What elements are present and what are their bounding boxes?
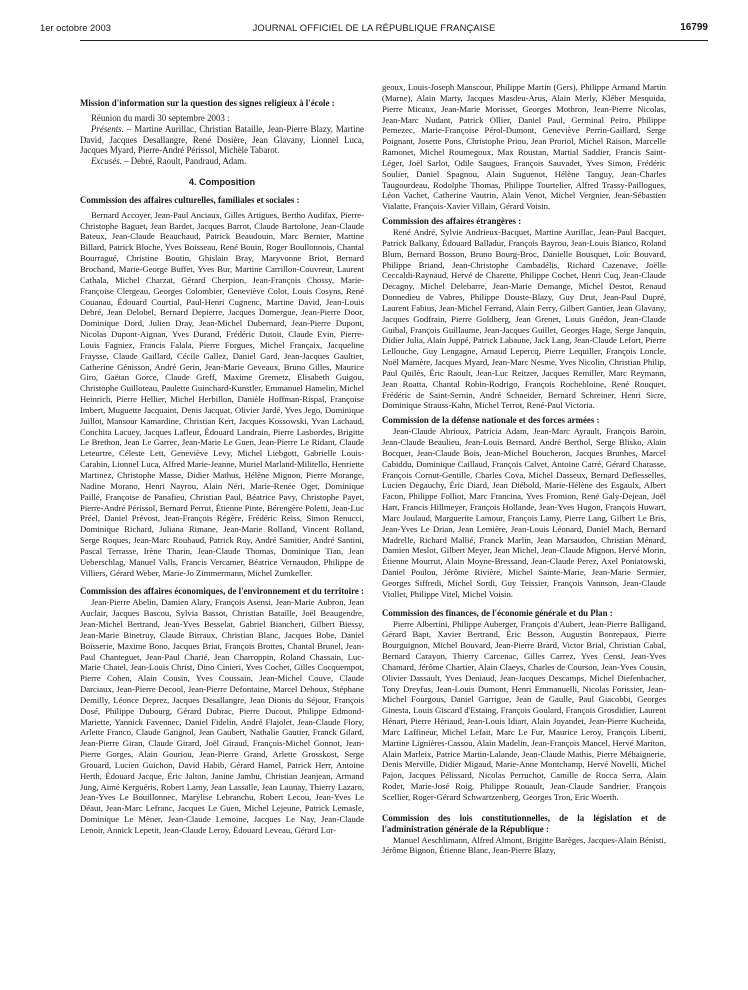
present-names: – Martine Aurillac, Christian Bataille, Jean-Pierre Blazy, Martine David, Jacques Desallangre, René Dosière, Jean Glavany, Lionnel Luca, Jacques Myard, Pierre-André Périssol, Michèle Tabarot.	[80, 123, 364, 156]
commission-members-continued: geoux, Louis-Joseph Manscour, Philippe Martin (Gers), Philippe Armand Martin (Marne), Alain Marty, Jacques Masdeu-Arus, Alain Merly, Kléber Mesquida, Pierre Micaux, Jean-Marie Morisset, Georges Mothron, Jean-Pierre Nicolas, Jean-Marc Nudant, Patrick Ollier, Daniel Paul, Germinal Peiro, Philippe Pemezec, Marie-Françoise Pérol-Dumont, Geneviève Perrin-Gaillard, Serge Poignant, Josette Pons, Christophe Priou, Jean Proriol, Michel Raison, Marcelle Ramonet, Michel Roumegoux, Max Roustan, Martial Saddier, Francis Saint-Léger, Joël Sarlot, Odile Saugues, François Sauvadet, Yves Simon, Frédéric Soulier, Daniel Spagnou, Alain Suguenot, Hélène Tanguy, Jean-Charles Taugourdeau, Rodolphe Thomas, Philippe Tourtelier, Alfred Trassy-Paillogues, Léon Vachet, Catherine Vautrin, Alain Venot, Michel Vergnier, Jean-Sébastien Vialatte, François-Xavier Villain, Gérard Voisin.	[382, 82, 666, 212]
right-column	[382, 82, 666, 856]
commission-title: Commission des affaires économiques, de l'environnement et du territoire :	[80, 586, 364, 597]
excused-label: Excusés.	[91, 156, 122, 167]
journal-title: JOURNAL OFFICIEL DE LA RÉPUBLIQUE FRANÇAISE	[252, 22, 496, 33]
page-number: 16799	[680, 22, 708, 33]
page-header	[40, 20, 708, 36]
header-rule	[80, 40, 708, 41]
commission-members: Manuel Aeschlimann, Alfred Almont, Brigitte Barèges, Jacques-Alain Bénisti, Jérôme Bignon, Étienne Blanc, Jean-Pierre Blazy,	[382, 834, 666, 856]
commission-title: Commission de la défense nationale et des forces armées :	[382, 415, 600, 426]
section-heading: 4. Composition	[188, 177, 256, 188]
commission-members: Bernard Accoyer, Jean-Paul Anciaux, Gilles Artigues, Bertho Audifax, Pierre-Christophe Baguet, Jean Bardet, Jacques Barrot, Claude Bartolone, Jean-Claude Bateux, Jean-Claude Beauchaud, Patrick Beaudouin, Marc Bernier, Martine Billard, Patrick Bloche, Yves Boisseau, René Bouin, Roger Boullonnois, Chantal Bourragué, Christine Boutin, Ghislain Bray, Maryvonne Briot, Bernard Brochand, Marie-George Buffet, Yves Bur, Martine Carrillon-Couvreur, Laurent Cathala, Michel Charzat, Gérard Cherpion, Jean-François Chossy, Marie-Françoise Clergeau, Georges Colombier, Geneviève Colot, Louis Cosyns, René Couanau, Édouard Courtial, Paul-Henri Cugnenc, Martine David, Jean-Louis Debré, Jean Delobel, Bernard Depierre, Jacques Domergue, Jean-Pierre Door, Dominique Dord, Julien Dray, Jean-Michel Dubernard, Jean-Pierre Dupont, Nicolas Dupont-Aignan, Yves Durand, Frédéric Dutoit, Claude Evin, Pierre-Louis Fagniez, Francis Falala, Pierre Forgues, Michel Françaix, Jacqueline Fraysse, Claude Gaillard, Cécile Gallez, Daniel Gard, Jean-Jacques Gaultier, Catherine Génisson, André Gerin, Jean-Marie Geveaux, Bruno Gilles, Maurice Giro, Gaëtan Gorce, Claude Greff, Maxime Gremetz, Elisabeth Guigou, Christophe Guilloteau, Paulette Guinchard-Kunstler, Emmanuel Hamelin, Michel Heinrich, Pierre Hellier, Michel Herbillon, Danièle Hoffman-Rispal, Françoise Imbert, Muguette Jacquaint, Denis Jacquat, Olivier Jardé, Yves Jego, Dominique Juillot, Mansour Kamardine, Christian Kert, Jacques Kossowski, Yvan Lachaud, Conchita Lacuey, Jacques Lafleur, Édouard Landrain, Pierre Lasbordes, Brigitte Le Brethon, Jean Le Garrec, Jean-Marie Le Guen, Jean-Pierre Le Ridant, Claude Leteurtre, Céleste Lett, Geneviève Levy, Michel Liebgott, Gabrielle Louis-Carabin, Lionnel Luca, Alfred Marie-Jeanne, Muriel Marland-Militello, Henriette Martinez, Christophe Masse, Didier Mathus, Hélène Mignon, Pierre Morange, Nadine Morano, Henri Nayrou, Alain Néri, Marie-Renée Oget, Dominique Paillé, Françoise de Panafieu, Christian Paul, Béatrice Pavy, Christophe Payet, Pierre-André Périssol, Bernard Perrut, Étienne Pinte, Bérengère Poletti, Jean-Luc Préel, Daniel Prévost, Jean-François Régère, Frédéric Reiss, Simon Renucci, Dominique Richard, Juliana Rimane, Jean-Marie Rolland, Vincent Rolland, Serge Roques, Jean-Marc Roubaud, Patrick Roy, André Samitier, André Santini, Pascal Terrasse, Irène Tharin, Jean-Claude Thomas, Dominique Tian, Jean Ueberschlag, Manuel Valls, Francis Vercamer, Béatrice Vernaudon, Philippe de Villiers, Gérard Weber, Marie-Jo Zimmermann, Michel Zumkeller.	[80, 209, 364, 578]
commission-title: Commission des affaires étrangères :	[382, 216, 522, 227]
excused-list	[80, 156, 364, 167]
excused-names: – Debré, Raoult, Pandraud, Adam.	[121, 156, 247, 167]
commission-members: René André, Sylvie Andrieux-Bacquet, Martine Aurillac, Jean-Paul Bacquet, Patrick Balkany, Édouard Balladur, François Bayrou, Jean-Louis Bianco, Roland Blum, Bernard Bosson, Bruno Bourg-Broc, Danielle Bousquet, Loïc Bouvard, Philippe Briand, Jean-Christophe Cambadélis, Richard Cazenave, Joëlle Ceccaldi-Raynaud, Hervé de Charette, Philippe Cochet, Henri Cuq, Jean-Claude Decagny, Michel Delebarre, Jean-Marie Demange, Michel Destot, Renaud Donnedieu de Vabres, Philippe Douste-Blazy, Guy Drut, Jean-Paul Dupré, Laurent Fabius, Jean-Michel Ferrand, Alain Ferry, Gilbert Gantier, Jean Glavany, Jacques Godfrain, Pierre Goldberg, Jean Grenet, Louis Guédon, Jean-Claude Guibal, François Guillaume, Jean-Jacques Guillet, Georges Hage, Serge Janquin, Didier Julia, Alain Juppé, Patrick Labaune, Jack Lang, Jean-Claude Lefort, Pierre Lellouche, Guy Lengagne, Arnaud Lepercq, Pierre Lequiller, François Loncle, Noël Mamère, Jacques Myard, Jean-Marc Nesme, Yves Nicolin, Christian Philip, Paul Quilès, Éric Raoult, Jean-Luc Reitzer, Jacques Remiller, Marc Reymann, Jean Roatta, Chantal Robin-Rodrigo, François Rochebloine, René Rouquet, Frédéric de Saint-Sernin, André Schneider, Bernard Schreiner, Henri Sicre, Dominique Strauss-Kahn, Michel Terrot, René-Paul Victoria.	[382, 226, 666, 411]
commission-title: Commission des finances, de l'économie générale et du Plan :	[382, 607, 613, 618]
commission-title: Commission des affaires culturelles, familiales et sociales :	[80, 194, 300, 205]
left-column	[80, 98, 364, 836]
commission-members: Jean-Claude Abrioux, Patricia Adam, Jean-Marc Ayrault, François Baroin, Jean-Claude Beaulieu, Jean-Louis Bernard, André Berthol, Serge Blisko, Alain Bocquet, Jean-Claude Bois, Jean-Michel Boucheron, Jacques Brunhes, Marcel Cabiddu, Dominique Caillaud, François Calvet, Antoine Carré, Gérard Charasse, François Cornut-Gentille, Charles Cova, Michel Dasseux, Bernard Deflesselles, Lucien Degauchy, Éric Diard, Jean Diébold, Marie-Hélène des Esgaulx, Albert Facon, Philippe Folliot, Marc Francina, Yves Fromion, René Galy-Dejean, Joël Hart, Francis Hillmeyer, François Hollande, Jean-Yves Hugon, François Huwart, Marc Joulaud, Marguerite Lamour, François Lamy, Pierre Lang, Gilbert Le Bris, Jean-Yves Le Drian, Jean Lemière, Jean-Louis Léonard, Daniel Mach, Bernard Madrelle, Richard Mallié, Franck Marlin, Jean Marsaudon, Christian Ménard, Damien Meslot, Gilbert Meyer, Jean Michel, Jean-Claude Mignon, Hervé Morin, Étienne Mourrut, Alain Moyne-Bressand, Jean-Claude Perez, Axel Poniatowski, Daniel Poulou, Jérôme Rivière, Michel Sainte-Marie, Jean-Marie Sermier, Georges Siffredi, Michel Sordi, Guy Teissier, François Vannson, Jean-Claude Viollet, Philippe Vitel, Michel Voisin.	[382, 426, 666, 599]
mission-title: Mission d'information sur la question des signes religieux à l'école :	[80, 98, 335, 108]
meeting-date: Réunion du mardi 30 septembre 2003 :	[91, 112, 230, 123]
commission-members: Pierre Albertini, Philippe Auberger, François d'Aubert, Jean-Pierre Balligand, Gérard Bapt, Xavier Bertrand, Éric Besson, Augustin Bonrepaux, Pierre Bourguignon, Michel Bouvard, Jean-Pierre Brard, Victor Brial, Christian Cabal, Bernard Carayon, Thierry Carcenac, Gilles Carrez, Yves Censi, Jean-Yves Chamard, Jérôme Chartier, Alain Claeys, Charles de Courson, Jean-Yves Cousin, Olivier Dassault, Yves Deniaud, Jean-Jacques Descamps, Michel Diefenbacher, Tony Dreyfus, Jean-Louis Dumont, Henri Emmanuelli, Nicolas Forissier, Jean-Michel Fourgous, Daniel Garrigue, Jean de Gaulle, Paul Giacobbi, Georges Ginesta, Louis Giscard d'Estaing, François Goulard, François Grosdidier, Laurent Hénart, Pierre Hériaud, Jean-Louis Idiart, Alain Joyandet, Jean-Pierre Kucheida, Marc Laffineur, Michel Lefait, Marc Le Fur, Maurice Leroy, François Liberti, Martine Lignières-Cassou, Alain Madelin, Jean-François Mancel, Hervé Mariton, Alain Marleix, Patrice Martin-Lalande, Jean-Claude Mathis, Pierre Méhaignerie, Denis Merville, Didier Migaud, Marie-Anne Montchamp, Hervé Novelli, Michel Pajon, Jacques Pélissard, Nicolas Perruchot, Camille de Rocca Serra, Alain Rodet, Marie-José Roig, Philippe Rouault, Jean-Claude Sandrier, François Scellier, Roger-Gérard Schwartzenberg, Georges Tron, Eric Woerth.	[382, 618, 666, 802]
present-list	[80, 124, 364, 157]
commission-members: Jean-Pierre Abelin, Damien Alary, François Asensi, Jean-Marie Aubron, Jean Auclair, Jacques Bascou, Sylvia Bassot, Christian Bataille, Joël Beaugendre, Jean-Michel Bertrand, Jean-Yves Besselat, Gabriel Biancheri, Gilbert Biessy, Jean-Marie Binetruy, Claude Birraux, Christian Blanc, Jacques Bobe, Daniel Boisserie, Maxime Bono, Jacques Briat, François Brottes, Chantal Brunel, Jean-Paul Chanteguet, Jean-Paul Charié, Jean Charroppin, Roland Chassain, Luc-Marie Chatel, Jean-Louis Christ, Dino Cinieri, Yves Cochet, Gilles Cocquempot, Pierre Cohen, Alain Cousin, Yves Coussain, Jean-Michel Couve, Claude Darciaux, Jean-Pierre Decool, Jean-Pierre Defontaine, Marcel Dehoux, Stéphane Demilly, Léonce Deprez, Jacques Desallangre, Jean Dionis du Séjour, François Dosé, Philippe Dubourg, Gérard Dubrac, Pierre Ducout, Philippe Edmond-Mariette, Yannick Favennec, Daniel Fidelin, André Flajolet, Jean-Claude Flory, Arlette Franco, Claude Gatignol, Jean Gaubert, Nathalie Gautier, Franck Gilard, Jean-Pierre Giran, Claude Girard, Joël Giraud, François-Michel Gonnot, Jean-Pierre Gorges, Alain Gouriou, Jean-Pierre Grand, Arlette Grosskost, Serge Grouard, Lucien Guichon, David Habib, Gérard Hamel, Patrick Herr, Antoine Herth, Édouard Jacque, Éric Jalton, Janine Jambu, Christian Jeanjean, Armand Jung, Aimé Kerguéris, Robert Lamy, Jean Lassalle, Jean Launay, Thierry Lazaro, Jean-Yves Le Bouillonnec, Marylise Lebranchu, Robert Lecou, Jean-Yves Le Déaut, Jean-Marc Lefranc, Jacques Le Guen, Michel Lejeune, Patrick Lemasle, Dominique Le Mèner, Jean-Claude Lemoine, Jacques Le Nay, Jean-Claude Lenoir, Annick Lepetit, Jean-Claude Leroy, Édouard Leveau, Gérard Lor-	[80, 597, 364, 835]
issue-date: 1er octobre 2003	[40, 22, 111, 33]
commission-title: Commission des lois constitutionnelles, de la législation et de l'administration générale de la République :	[382, 812, 666, 834]
present-label: Présents.	[91, 123, 124, 134]
